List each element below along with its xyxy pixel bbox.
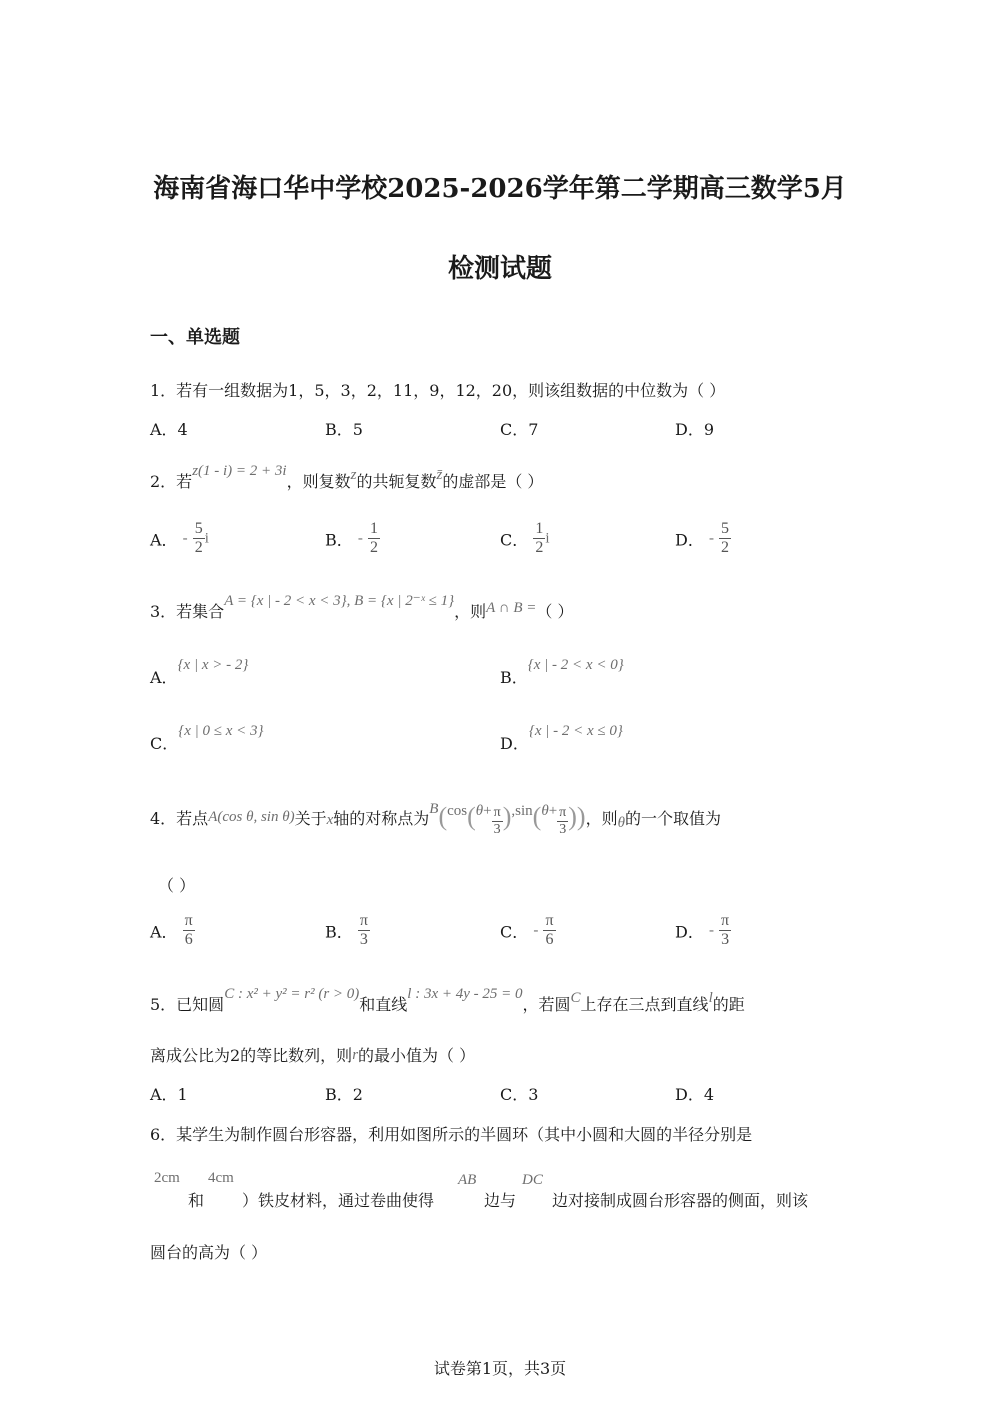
q4-math-point-b: B(cos(θ+ $\frac{\pi}{3}$ ),sin(θ+ $\frac{\pi}{3}$ )) [429, 800, 586, 837]
page-title-line2: 检测试题 [447, 254, 552, 284]
q3-d-label: D． [500, 734, 529, 753]
q4-b-sin: sin [515, 802, 533, 819]
q6-text-and: 和 [188, 1191, 205, 1210]
q2-d-den: 2 [721, 539, 730, 557]
question-5-line2 [150, 1043, 475, 1066]
q2-math-zbar: z̄ [436, 467, 443, 483]
q6-math-dc: DC [522, 1172, 543, 1188]
q5-option-c: C．3 [500, 1085, 539, 1104]
q4-d-fraction [719, 912, 731, 950]
q3-option-b [500, 657, 624, 688]
q2-b-num: 1 [368, 520, 380, 539]
q2-d-num: 5 [719, 520, 731, 539]
q4-b-num: π [358, 912, 370, 931]
q2-c-label: C． [500, 530, 529, 550]
q2-a-num: 5 [193, 520, 205, 539]
q3-option-a [150, 657, 249, 688]
q3-text-3: （ ） [536, 602, 574, 621]
q2-text-1: 2．若 [150, 472, 193, 491]
q1-option-d: D．9 [675, 420, 715, 439]
q6-text-3: 边与 [484, 1191, 517, 1210]
q6-math-4cm: 4cm [208, 1170, 234, 1186]
q5-math-line: l : 3x + 4y - 25 = 0 [407, 986, 523, 1002]
q4-b-letter: B [429, 800, 439, 817]
q6-math-2cm: 2cm [154, 1170, 180, 1186]
q2-text-4: 的虚部是（ ） [442, 472, 544, 491]
q5-math-circle: C : x² + y² = r² (r > 0) [224, 986, 360, 1002]
q4-a-label: A． [150, 922, 178, 942]
q4-b-den: 3 [359, 931, 368, 949]
q4-option-c [500, 912, 556, 950]
q3-math-intersection: A ∩ B = [486, 600, 537, 616]
q4-b-fraction [358, 912, 370, 950]
q2-a-suffix: i [204, 530, 209, 547]
q4-a-den: 6 [184, 931, 193, 949]
q1-option-a: A．4 [150, 420, 188, 439]
question-5-line1 [150, 986, 745, 1015]
q2-d-label: D． [675, 530, 704, 550]
q2-option-a [150, 520, 209, 558]
q4-b-frac-1-den: 3 [493, 821, 501, 837]
q2-a-sign: - [182, 530, 188, 547]
q4-c-den: 6 [545, 931, 554, 949]
q4-b-plus-2: + [548, 802, 558, 819]
q2-option-b [325, 520, 380, 558]
q4-b-frac-2-num: π [557, 805, 568, 822]
q4-math-x: x [326, 812, 334, 828]
q4-math-point-a: A(cos θ, sin θ) [208, 809, 295, 825]
q2-b-label: B． [325, 530, 353, 550]
q2-c-fraction [533, 520, 545, 558]
q4-b-theta-2: θ [541, 802, 549, 819]
q2-b-sign: - [357, 530, 363, 547]
q2-c-num: 1 [533, 520, 545, 539]
q4-math-theta: θ [617, 815, 625, 831]
question-1-text: 1．若有一组数据为1，5，3，2，11，9，12，20，则该组数据的中位数为（ ） [150, 381, 726, 400]
page-footer: 试卷第1页，共3页 [433, 1359, 567, 1378]
q4-text-4: ，则 [585, 809, 618, 828]
question-2 [150, 463, 544, 492]
q3-math-sets: A = {x | - 2 < x < 3}, B = {x | 2⁻ˣ ≤ 1} [224, 593, 455, 609]
question-6-line3: 圆台的高为（ ） [150, 1243, 268, 1262]
q3-a-label: A． [150, 668, 178, 687]
q4-d-den: 3 [721, 931, 730, 949]
q2-b-den: 2 [369, 539, 378, 557]
q5-math-l: l [708, 990, 713, 1006]
q5-text-7: 的最小值为（ ） [358, 1046, 476, 1065]
q4-b-frac-2 [557, 805, 568, 838]
q5-option-a: A．1 [150, 1085, 188, 1104]
q3-a-math: {x | x > - 2} [177, 657, 249, 673]
q4-c-fraction [543, 912, 555, 950]
q4-text-5: 的一个取值为 [624, 809, 721, 828]
q6-text-2: ）铁皮材料，通过卷曲使得 [242, 1191, 435, 1210]
q2-math-equation: z(1 - i) = 2 + 3i [192, 463, 287, 479]
q2-d-fraction [719, 520, 731, 558]
q3-d-math: {x | - 2 < x ≤ 0} [528, 723, 623, 739]
q2-text-3: 的共轭复数 [356, 472, 437, 491]
q5-math-r: r [352, 1047, 359, 1063]
q2-math-z: z [350, 467, 357, 483]
q2-a-den: 2 [194, 539, 203, 557]
q6-text-4: 边对接制成圆台形容器的侧面，则该 [552, 1191, 809, 1210]
q4-b-plus-1: + [483, 802, 492, 819]
q3-option-d [500, 723, 623, 754]
q4-b-theta-1: θ [475, 802, 484, 819]
q5-math-c: C [570, 990, 581, 1006]
q3-b-label: B． [500, 668, 528, 687]
q3-text-1: 3．若集合 [150, 602, 225, 621]
q2-option-d [675, 520, 731, 558]
question-4 [150, 792, 721, 846]
question-6-line1: 6．某学生为制作圆台形容器，利用如图所示的半圆环（其中小圆和大圆的半径分别是 [150, 1125, 753, 1144]
q4-d-sign: - [708, 922, 714, 939]
q4-b-cos: cos [447, 802, 468, 819]
q3-c-math: {x | 0 ≤ x < 3} [178, 723, 264, 739]
q5-text-1: 5．已知圆 [150, 995, 225, 1014]
q2-c-suffix: i [545, 530, 550, 547]
q4-a-fraction [183, 912, 195, 950]
q4-b-frac-2-den: 3 [559, 821, 567, 837]
q4-b-label: B． [325, 922, 353, 942]
q2-a-label: A． [150, 530, 178, 550]
q5-option-b: B．2 [325, 1085, 363, 1104]
q4-b-frac-1 [492, 805, 503, 838]
q2-c-den: 2 [535, 539, 544, 557]
q4-text-1: 4．若点 [150, 809, 209, 828]
q1-option-c: C．7 [500, 420, 539, 439]
q4-d-num: π [719, 912, 731, 931]
q4-c-num: π [543, 912, 555, 931]
q3-b-math: {x | - 2 < x < 0} [527, 657, 624, 673]
q4-option-b [325, 912, 370, 950]
q6-math-ab: AB [458, 1172, 477, 1188]
q5-text-6: 离成公比为2的等比数列，则 [150, 1046, 353, 1065]
section-heading: 一、单选题 [150, 327, 240, 348]
q3-c-label: C． [150, 734, 179, 753]
q2-text-2: ，则复数 [286, 472, 351, 491]
q2-option-c [500, 520, 550, 558]
q3-text-2: ，则 [454, 602, 487, 621]
q2-a-fraction [193, 520, 205, 558]
q4-text-3: 轴的对称点为 [333, 809, 430, 828]
q4-c-sign: - [533, 922, 539, 939]
q4-b-frac-1-num: π [492, 805, 503, 822]
q4-d-label: D． [675, 922, 704, 942]
page-title-line1: 海南省海口华中学校2025-2026学年第二学期高三数学5月 [153, 174, 847, 204]
q4-paren: （ ） [158, 876, 196, 895]
q4-c-label: C． [500, 922, 529, 942]
q5-text-5: 的距 [712, 995, 745, 1014]
q4-option-a [150, 912, 195, 950]
q2-b-fraction [368, 520, 380, 558]
q5-text-4: 上存在三点到直线 [580, 995, 709, 1014]
q3-option-c [150, 723, 264, 754]
q5-option-d: D．4 [675, 1085, 715, 1104]
q1-option-b: B．5 [325, 420, 363, 439]
question-3 [150, 593, 574, 622]
q2-d-sign: - [708, 530, 714, 547]
q5-text-3: ，若圆 [522, 995, 571, 1014]
q4-option-d [675, 912, 731, 950]
q4-text-2: 关于 [294, 809, 327, 828]
q5-text-2: 和直线 [359, 995, 408, 1014]
q4-a-num: π [183, 912, 195, 931]
